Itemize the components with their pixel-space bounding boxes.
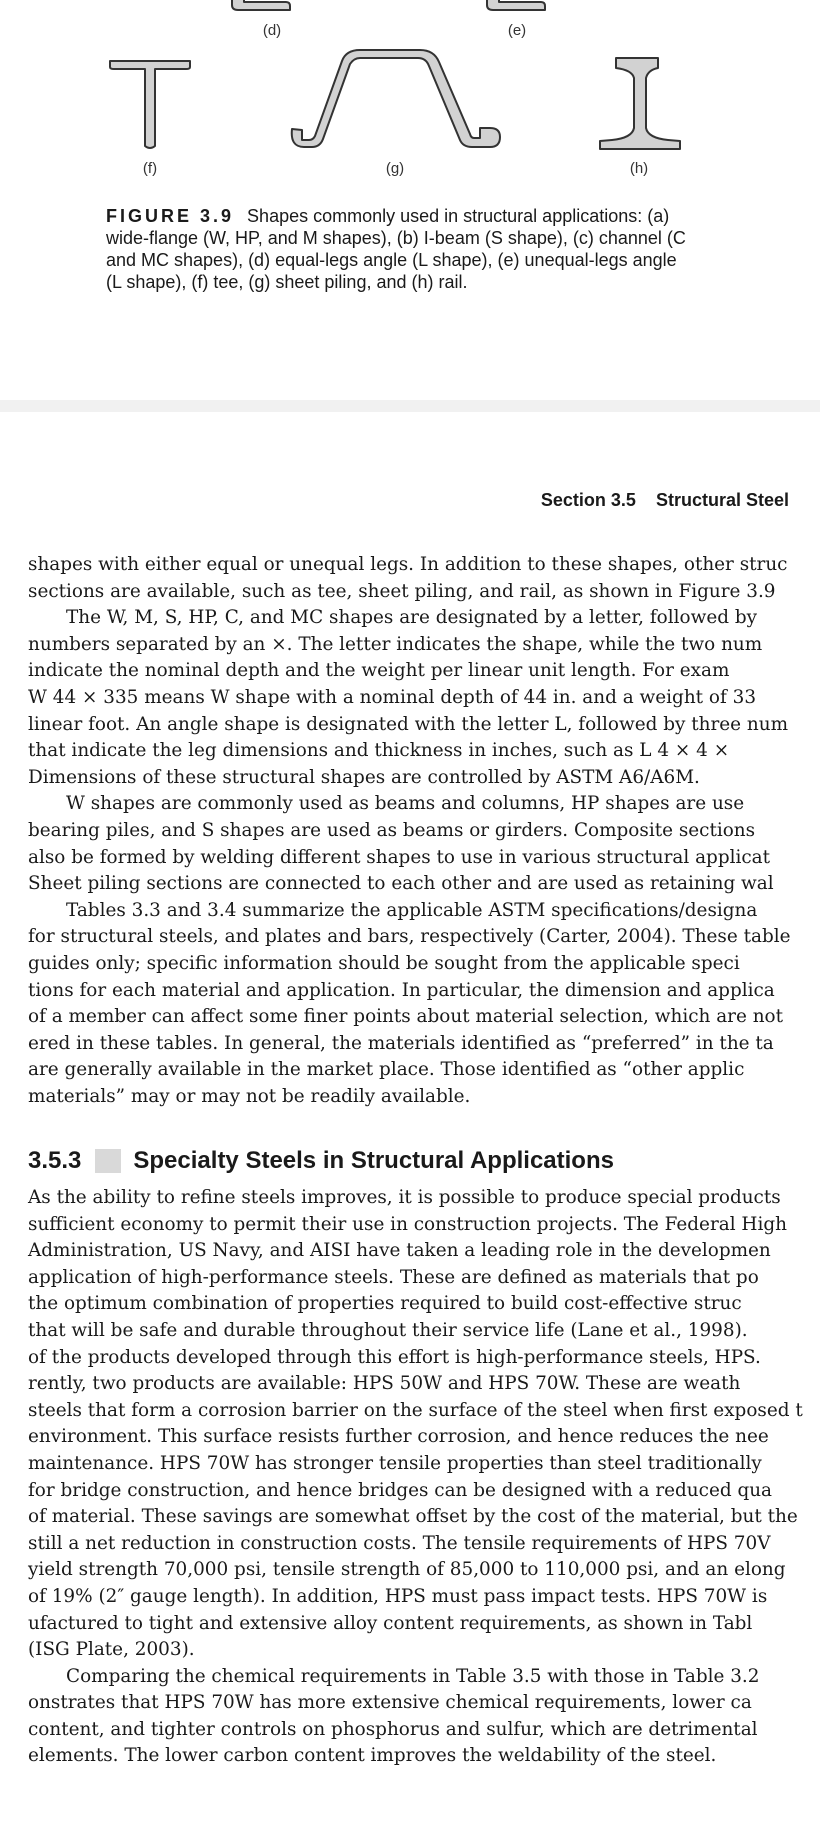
figure-shapes xyxy=(0,0,820,180)
tee-shape xyxy=(110,61,190,148)
text-line: shapes with either equal or unequal legs. In addition to these shapes, other struc xyxy=(28,554,788,575)
text-line: Administration, US Navy, and AISI have taken a leading role in the developmen xyxy=(28,1240,771,1262)
running-head-section-title: Structural Steel xyxy=(655,490,789,510)
unequal-angle-shape xyxy=(487,0,545,10)
running-head-section-number: Section 3.5 xyxy=(540,490,636,510)
label-e: (e) xyxy=(507,22,527,39)
text-line: rently, two products are available: HPS 50W and HPS 70W. These are weath xyxy=(28,1373,741,1395)
text-line: for structural steels, and plates and bars, respectively (Carter, 2004). These table xyxy=(28,926,791,948)
text-line: content, and tighter controls on phosphorus and sulfur, which are detrimental xyxy=(28,1718,758,1740)
paragraph-block-2 xyxy=(28,1185,808,1770)
rail-shape xyxy=(600,58,680,149)
equal-angle-shape xyxy=(232,0,290,10)
text-line: tions for each material and application. In particular, the dimension and applica xyxy=(28,979,775,1001)
text-line: the optimum combination of properties required to build cost-effective struc xyxy=(28,1293,742,1315)
text-line: onstrates that HPS 70W has more extensive chemical requirements, lower ca xyxy=(28,1692,752,1714)
text-line: of a member can affect some finer points about material selection, which are not xyxy=(28,1006,783,1028)
text-line: Tables 3.3 and 3.4 summarize the applicable ASTM specifications/designa xyxy=(66,899,758,921)
text-line: The W, M, S, HP, C, and MC shapes are designated by a letter, followed by xyxy=(66,607,757,629)
page-divider xyxy=(0,400,820,412)
section-title: Specialty Steels in Structural Applications xyxy=(133,1147,614,1174)
text-line: ered in these tables. In general, the materials identified as “preferred” in the ta xyxy=(28,1032,774,1054)
text-line: elements. The lower carbon content improves the weldability of the steel. xyxy=(28,1745,717,1767)
text-line: Sheet piling sections are connected to each other and are used as retaining wal xyxy=(28,873,774,895)
text-line: Dimensions of these structural shapes are controlled by ASTM A6/A6M. xyxy=(28,766,700,788)
heading-separator-square xyxy=(95,1149,121,1173)
section-number: 3.5.3 xyxy=(28,1147,82,1174)
text-line: linear foot. An angle shape is designated with the letter L, followed by three num xyxy=(28,713,789,735)
text-line: are generally available in the market place. Those identified as “other applic xyxy=(28,1059,745,1081)
label-h: (h) xyxy=(629,160,649,177)
figure-caption xyxy=(106,205,686,293)
text-line: (ISG Plate, 2003). xyxy=(28,1639,195,1661)
text-line: indicate the nominal depth and the weight per linear unit length. For exam xyxy=(28,660,730,682)
text-line: for bridge construction, and hence bridges can be designed with a reduced qua xyxy=(28,1479,773,1501)
text-line: W shapes are commonly used as beams and columns, HP shapes are use xyxy=(66,793,745,815)
running-head xyxy=(541,490,789,511)
text-line: application of high-performance steels. These are defined as materials that po xyxy=(28,1266,759,1288)
text-line: of material. These savings are somewhat offset by the cost of the material, but the xyxy=(28,1506,798,1528)
text-line: steels that form a corrosion barrier on the surface of the steel when first exposed t xyxy=(28,1399,803,1421)
text-line: yield strength 70,000 psi, tensile strength of 85,000 to 110,000 psi, and an elong xyxy=(28,1559,786,1581)
text-line: of 19% (2″ gauge length). In addition, HPS must pass impact tests. HPS 70W is xyxy=(28,1585,768,1607)
figure-page xyxy=(0,0,820,400)
text-line: that will be safe and durable throughout their service life (Lane et al., 1998). xyxy=(28,1319,748,1341)
text-line: W 44 × 335 means W shape with a nominal depth of 44 in. and a weight of 33 xyxy=(28,686,757,708)
text-line: of the products developed through this effort is high-performance steels, HPS. xyxy=(28,1346,761,1368)
section-heading xyxy=(28,1146,614,1176)
text-line: also be formed by welding different shapes to use in various structural applicat xyxy=(28,846,771,868)
text-line: numbers separated by an ×. The letter indicates the shape, while the two num xyxy=(28,633,763,655)
figure-caption-text: Shapes commonly used in structural applications: (a) wide-flange (W, HP, and M shapes), (b) I-beam (S shape), (c) channel (C and MC shapes), (d) equal-legs angle (L shape), (e) unequal-legs angle (L shape), (f) tee, (g) sheet piling, and (h) rail. xyxy=(106,206,686,292)
sheet-piling-shape xyxy=(292,50,500,147)
figure-caption-label: FIGURE 3.9 xyxy=(106,206,235,226)
text-line: bearing piles, and S shapes are used as beams or girders. Composite sections xyxy=(28,819,756,841)
label-g: (g) xyxy=(385,160,405,177)
text-line: materials” may or may not be readily available. xyxy=(28,1085,471,1107)
text-line: Comparing the chemical requirements in Table 3.5 with those in Table 3.2 xyxy=(66,1665,760,1687)
paragraph-block-1 xyxy=(28,552,808,1110)
text-line: environment. This surface resists further corrosion, and hence reduces the nee xyxy=(28,1426,769,1448)
text-line: maintenance. HPS 70W has stronger tensile properties than steel traditionally xyxy=(28,1452,762,1474)
text-line: still a net reduction in construction costs. The tensile requirements of HPS 70V xyxy=(28,1532,771,1554)
text-line: that indicate the leg dimensions and thickness in inches, such as L 4 × 4 × xyxy=(28,740,730,762)
text-line: ufactured to tight and extensive alloy content requirements, as shown in Tabl xyxy=(28,1612,753,1634)
text-line: sufficient economy to permit their use in construction projects. The Federal High xyxy=(28,1213,787,1235)
text-line: As the ability to refine steels improves, it is possible to produce special products xyxy=(28,1187,781,1208)
label-d: (d) xyxy=(262,22,282,39)
text-line: guides only; specific information should be sought from the applicable speci xyxy=(28,952,740,974)
text-line: sections are available, such as tee, sheet piling, and rail, as shown in Figure 3.9 xyxy=(28,580,776,602)
label-f: (f) xyxy=(142,160,158,177)
